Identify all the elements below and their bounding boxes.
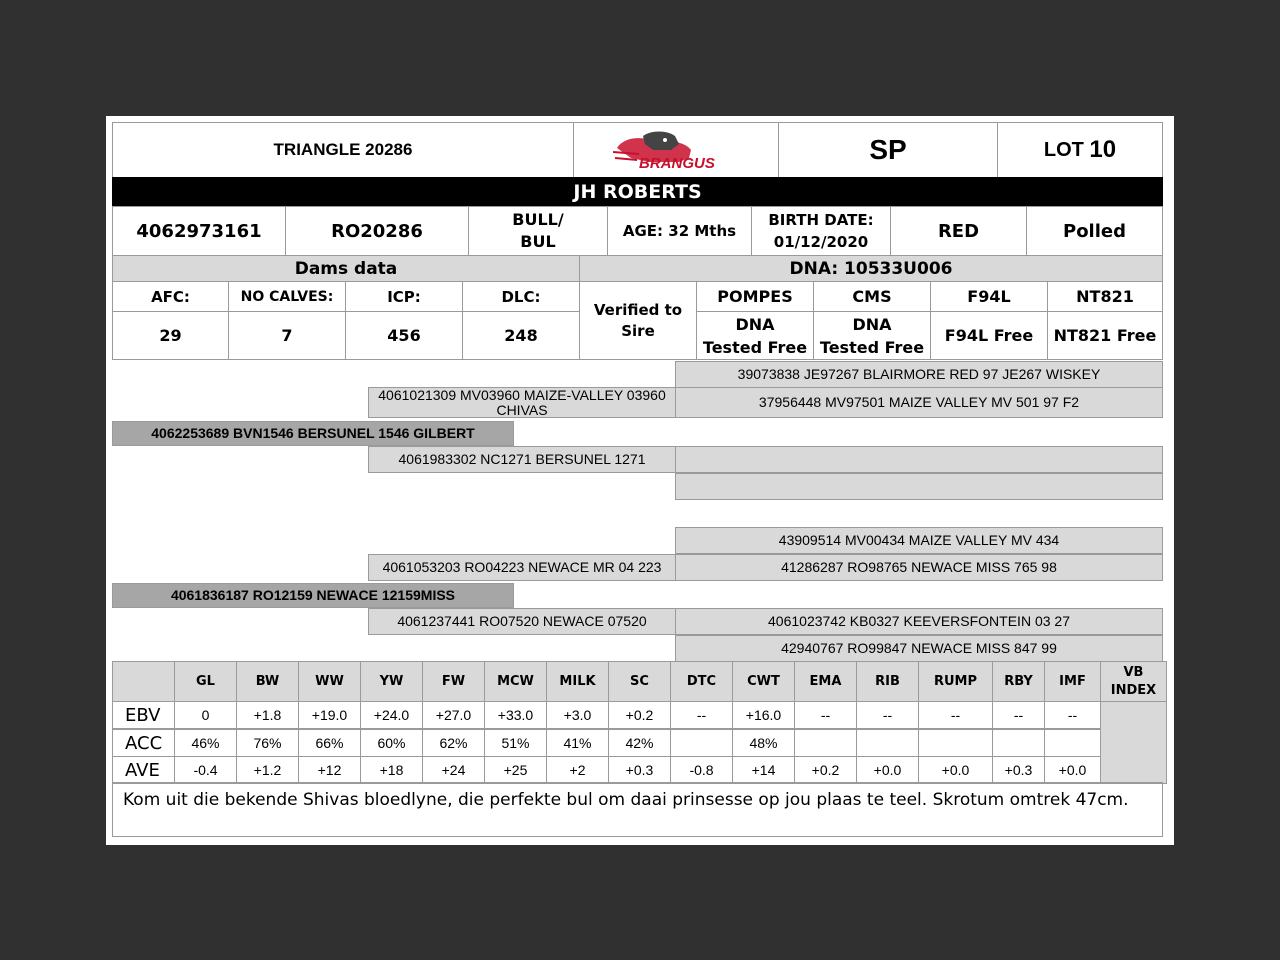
- ebv-header-rib: RIB: [856, 661, 919, 702]
- sire-dam: 4061983302 NC1271 BERSUNEL 1271: [368, 446, 676, 473]
- ebv-cell-acc-bw: 76%: [236, 729, 299, 757]
- ebv-cell-acc-milk: 41%: [546, 729, 609, 757]
- vb-index-line1: VB: [1123, 664, 1144, 680]
- icp-value: 456: [345, 311, 463, 360]
- cms-header: CMS: [813, 281, 931, 312]
- no-calves-value: 7: [228, 311, 346, 360]
- dlc-header: DLC:: [462, 281, 580, 312]
- ebv-header-dtc: DTC: [670, 661, 733, 702]
- ebv-header-ww: WW: [298, 661, 361, 702]
- ebv-cell-acc-gl: 46%: [174, 729, 237, 757]
- dam-sire-dam: 41286287 RO98765 NEWACE MISS 765 98: [675, 554, 1163, 581]
- ebv-cell-ave-milk: +2: [546, 756, 609, 784]
- horn-status: Polled: [1026, 206, 1163, 256]
- ebv-header-ema: EMA: [794, 661, 857, 702]
- ebv-cell-ebv-imf: --: [1044, 701, 1101, 729]
- ebv-cell-acc-rump: [918, 729, 993, 757]
- ebv-header-gl: GL: [174, 661, 237, 702]
- animal-name: TRIANGLE 20286: [112, 122, 574, 178]
- dam-sire: 4061053203 RO04223 NEWACE MR 04 223: [368, 554, 676, 581]
- dam: 4061836187 RO12159 NEWACE 12159MISS: [112, 583, 514, 608]
- sex-line2: BUL: [520, 232, 556, 251]
- vb-index-value: [1100, 701, 1167, 784]
- ebv-cell-acc-imf: [1044, 729, 1101, 757]
- f94l-header: F94L: [930, 281, 1048, 312]
- pompes-line2: Tested Free: [702, 337, 808, 357]
- ebv-cell-acc-dtc: [670, 729, 733, 757]
- vb-index-header: [1100, 661, 1167, 702]
- dam-dam-sire: 4061023742 KB0327 KEEVERSFONTEIN 03 27: [675, 608, 1163, 635]
- ebv-cell-ave-sc: +0.3: [608, 756, 671, 784]
- ebv-cell-acc-fw: 62%: [422, 729, 485, 757]
- afc-value: 29: [112, 311, 229, 360]
- comment: Kom uit die bekende Shivas bloedlyne, die perfekte bul om daai prinsesse op jou plaas te teel. Skrotum omtrek 47cm.: [112, 782, 1163, 837]
- cms-line2: Tested Free: [819, 337, 925, 357]
- reg-number: RO20286: [285, 206, 469, 256]
- ebv-cell-acc-cwt: 48%: [732, 729, 795, 757]
- ebv-header-cwt: CWT: [732, 661, 795, 702]
- ebv-cell-acc-sc: 42%: [608, 729, 671, 757]
- ebv-row-label-ave: AVE: [112, 756, 175, 784]
- icp-header: ICP:: [345, 281, 463, 312]
- lot-label: [997, 122, 1163, 178]
- ebv-cell-ebv-ema: --: [794, 701, 857, 729]
- ebv-cell-ebv-sc: +0.2: [608, 701, 671, 729]
- ebv-cell-ave-yw: +18: [360, 756, 423, 784]
- ebv-cell-ebv-fw: +27.0: [422, 701, 485, 729]
- ebv-header-mcw: MCW: [484, 661, 547, 702]
- ebv-header-milk: MILK: [546, 661, 609, 702]
- ebv-cell-ebv-mcw: +33.0: [484, 701, 547, 729]
- ebv-cell-ave-dtc: -0.8: [670, 756, 733, 784]
- ebv-cell-ebv-rib: --: [856, 701, 919, 729]
- ebv-header-rby: RBY: [992, 661, 1045, 702]
- ebv-header-sc: SC: [608, 661, 671, 702]
- nt821-result: NT821 Free: [1047, 311, 1163, 360]
- ebv-cell-acc-yw: 60%: [360, 729, 423, 757]
- ebv-cell-ave-bw: +1.2: [236, 756, 299, 784]
- ebv-cell-ave-imf: +0.0: [1044, 756, 1101, 784]
- dam-dam-dam: 42940767 RO99847 NEWACE MISS 847 99: [675, 635, 1163, 662]
- ebv-cell-acc-ema: [794, 729, 857, 757]
- ebv-cell-ave-ww: +12: [298, 756, 361, 784]
- ebv-cell-acc-rby: [992, 729, 1045, 757]
- age: AGE: 32 Mths: [607, 206, 752, 256]
- sire: 4062253689 BVN1546 BERSUNEL 1546 GILBERT: [112, 421, 514, 446]
- pompes-line1: DNA: [735, 314, 775, 334]
- category-label: SP: [778, 122, 998, 178]
- birth-date-label: BIRTH DATE:: [768, 211, 874, 229]
- brangus-logo: [573, 122, 779, 178]
- id-number: 4062973161: [112, 206, 286, 256]
- verified-to-sire: [579, 281, 697, 360]
- pompes-result: [696, 311, 814, 360]
- ebv-header-yw: YW: [360, 661, 423, 702]
- ebv-cell-ave-rib: +0.0: [856, 756, 919, 784]
- ebv-cell-ebv-dtc: --: [670, 701, 733, 729]
- ebv-cell-ebv-yw: +24.0: [360, 701, 423, 729]
- ebv-header-corner: [112, 661, 175, 702]
- ebv-row-label-acc: ACC: [112, 729, 175, 757]
- ebv-cell-ebv-gl: 0: [174, 701, 237, 729]
- ebv-header-bw: BW: [236, 661, 299, 702]
- vb-index-line2: INDEX: [1110, 682, 1157, 698]
- sex: [468, 206, 608, 256]
- verified-line1: Verified to: [593, 300, 683, 319]
- colour: RED: [890, 206, 1027, 256]
- ebv-cell-ave-rby: +0.3: [992, 756, 1045, 784]
- ebv-header-imf: IMF: [1044, 661, 1101, 702]
- ebv-cell-acc-mcw: 51%: [484, 729, 547, 757]
- lot-card: [106, 116, 1174, 845]
- ebv-cell-acc-rib: [856, 729, 919, 757]
- ebv-cell-ave-cwt: +14: [732, 756, 795, 784]
- lot-number: 10: [1089, 136, 1117, 163]
- sire-sire-line2: CHIVAS: [496, 401, 548, 418]
- ebv-cell-ebv-cwt: +16.0: [732, 701, 795, 729]
- ebv-cell-acc-ww: 66%: [298, 729, 361, 757]
- afc-header: AFC:: [112, 281, 229, 312]
- breeder-bar: JH ROBERTS: [112, 177, 1163, 207]
- nt821-header: NT821: [1047, 281, 1163, 312]
- ebv-cell-ebv-milk: +3.0: [546, 701, 609, 729]
- dam-sire-sire: 43909514 MV00434 MAIZE VALLEY MV 434: [675, 527, 1163, 554]
- ebv-cell-ave-mcw: +25: [484, 756, 547, 784]
- ebv-cell-ebv-bw: +1.8: [236, 701, 299, 729]
- sire-sire-line1: 4061021309 MV03960 MAIZE-VALLEY 03960: [378, 386, 666, 403]
- pompes-header: POMPES: [696, 281, 814, 312]
- verified-line2: Sire: [621, 321, 655, 340]
- sire-sire-dam: 37956448 MV97501 MAIZE VALLEY MV 501 97 F2: [675, 387, 1163, 418]
- sire-dam-sire: [675, 446, 1163, 473]
- no-calves-header: NO CALVES:: [228, 281, 346, 312]
- ebv-cell-ave-ema: +0.2: [794, 756, 857, 784]
- ebv-header-fw: FW: [422, 661, 485, 702]
- ebv-cell-ave-rump: +0.0: [918, 756, 993, 784]
- sire-dam-dam: [675, 473, 1163, 500]
- ebv-table: [112, 661, 1163, 783]
- ebv-cell-ebv-rump: --: [918, 701, 993, 729]
- ebv-header-rump: RUMP: [918, 661, 993, 702]
- svg-text:BRANGUS: BRANGUS: [639, 155, 715, 172]
- ebv-cell-ave-gl: -0.4: [174, 756, 237, 784]
- birth-date-value: 01/12/2020: [773, 233, 869, 251]
- sex-line1: BULL/: [512, 210, 564, 229]
- cms-result: [813, 311, 931, 360]
- ebv-row-label-ebv: EBV: [112, 701, 175, 729]
- birth-date: [751, 206, 891, 256]
- dna-title: DNA: 10533U006: [579, 255, 1163, 282]
- dams-data-title: Dams data: [112, 255, 580, 282]
- f94l-result: F94L Free: [930, 311, 1048, 360]
- ebv-cell-ebv-rby: --: [992, 701, 1045, 729]
- brangus-logo-icon: [609, 128, 743, 172]
- lot-text: LOT: [1043, 138, 1084, 161]
- ebv-cell-ave-fw: +24: [422, 756, 485, 784]
- sire-sire-sire: 39073838 JE97267 BLAIRMORE RED 97 JE267 WISKEY: [675, 361, 1163, 388]
- sire-sire: [368, 387, 676, 418]
- ebv-cell-ebv-ww: +19.0: [298, 701, 361, 729]
- dam-dam: 4061237441 RO07520 NEWACE 07520: [368, 608, 676, 635]
- dlc-value: 248: [462, 311, 580, 360]
- cms-line1: DNA: [852, 314, 892, 334]
